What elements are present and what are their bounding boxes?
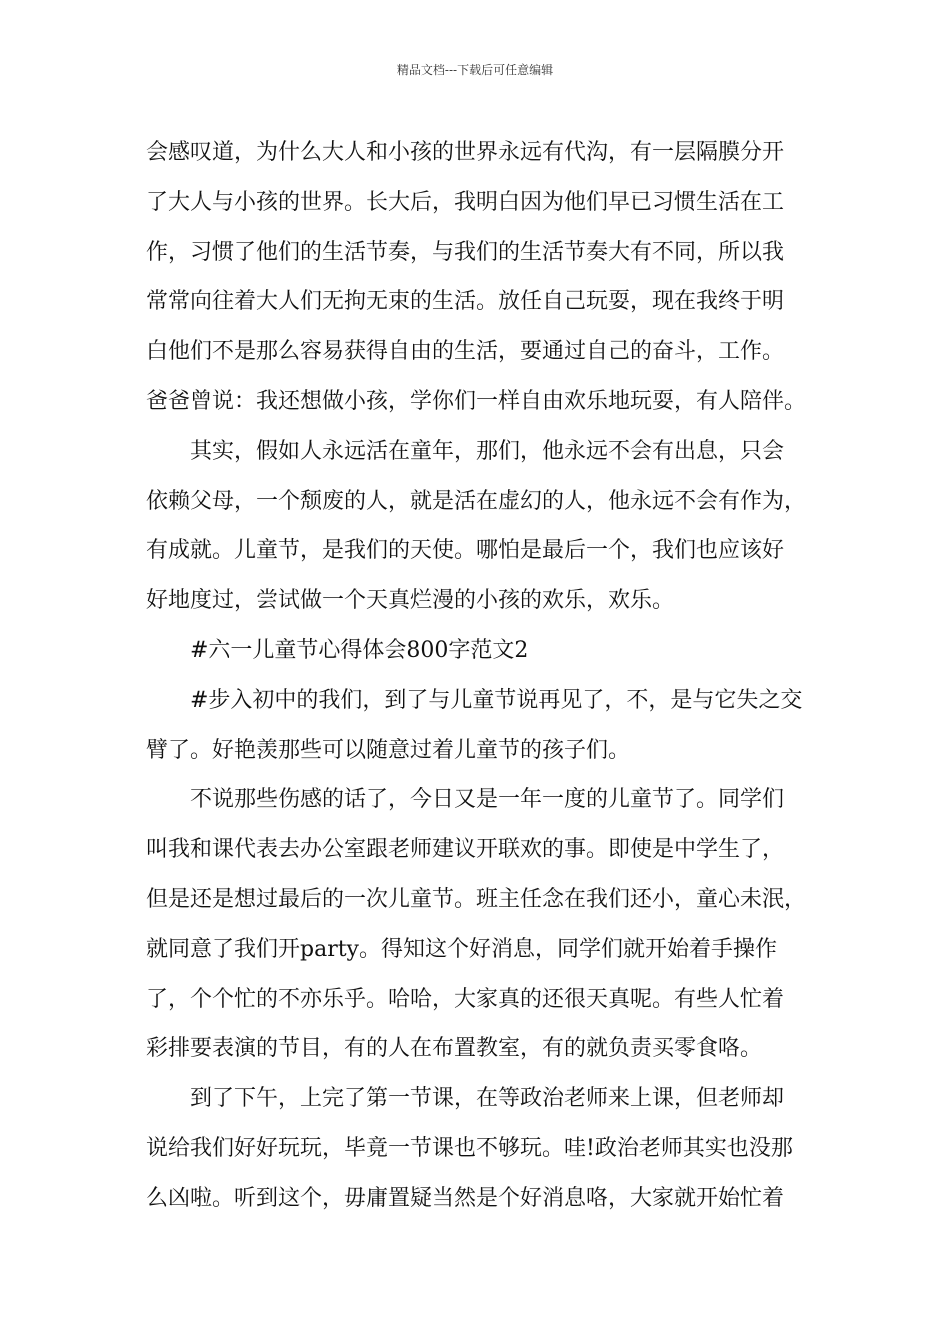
- text-line: 爸爸曾说：我还想做小孩，学你们一样自由欢乐地玩耍，有人陪伴。: [146, 388, 807, 414]
- text-line: 白他们不是那么容易获得自由的生活，要通过自己的奋斗，工作。: [146, 339, 785, 365]
- text-line: 彩排要表演的节目，有的人在布置教室，有的就负责买零食咯。: [146, 1036, 763, 1062]
- text-line: 了，个个忙的不亦乐乎。哈哈，大家真的还很天真呢。有些人忙着: [146, 986, 785, 1012]
- text-line: 不说那些伤感的话了，今日又是一年一度的儿童节了。同学们: [190, 787, 785, 813]
- text-line: 叫我和课代表去办公室跟老师建议开联欢的事。即使是中学生了，: [146, 837, 785, 863]
- text-line: 到了下午，上完了第一节课，在等政治老师来上课，但老师却: [190, 1086, 785, 1112]
- text-line: 说给我们好好玩玩，毕竟一节课也不够玩。哇!政治老师其实也没那: [146, 1135, 793, 1161]
- text-line: 依赖父母，一个颓废的人，就是活在虚幻的人，他永远不会有作为，: [146, 488, 807, 514]
- text-line: 常常向往着大人们无拘无束的生活。放任自己玩耍，现在我终于明: [146, 289, 785, 315]
- document-body: [146, 128, 826, 1224]
- text-line: 了大人与小孩的世界。长大后，我明白因为他们早已习惯生活在工: [146, 189, 785, 215]
- text-line: #六一儿童节心得体会800字范文2: [190, 637, 529, 663]
- text-line: 臂了。好艳羡那些可以随意过着儿童节的孩子们。: [146, 737, 631, 763]
- text-line: 作，习惯了他们的生活节奏，与我们的生活节奏大有不同，所以我: [146, 239, 785, 265]
- text-line: 么凶啦。听到这个，毋庸置疑当然是个好消息咯，大家就开始忙着: [146, 1185, 785, 1211]
- page-header: 精品文档---下载后可任意编辑: [396, 63, 554, 77]
- text-line: 会感叹道，为什么大人和小孩的世界永远有代沟，有一层隔膜分开: [146, 140, 785, 165]
- text-line: 就同意了我们开party。得知这个好消息，同学们就开始着手操作: [146, 936, 777, 962]
- text-line: 但是还是想过最后的一次儿童节。班主任念在我们还小，童心未泯，: [146, 886, 807, 912]
- text-line: #步入初中的我们，到了与儿童节说再见了，不，是与它失之交: [190, 687, 803, 713]
- text-line: 其实，假如人永远活在童年，那们，他永远不会有出息，只会: [190, 438, 785, 464]
- text-line: 好地度过，尝试做一个天真烂漫的小孩的欢乐，欢乐。: [146, 588, 675, 614]
- text-line: 有成就。儿童节，是我们的天使。哪怕是最后一个，我们也应该好: [146, 538, 785, 564]
